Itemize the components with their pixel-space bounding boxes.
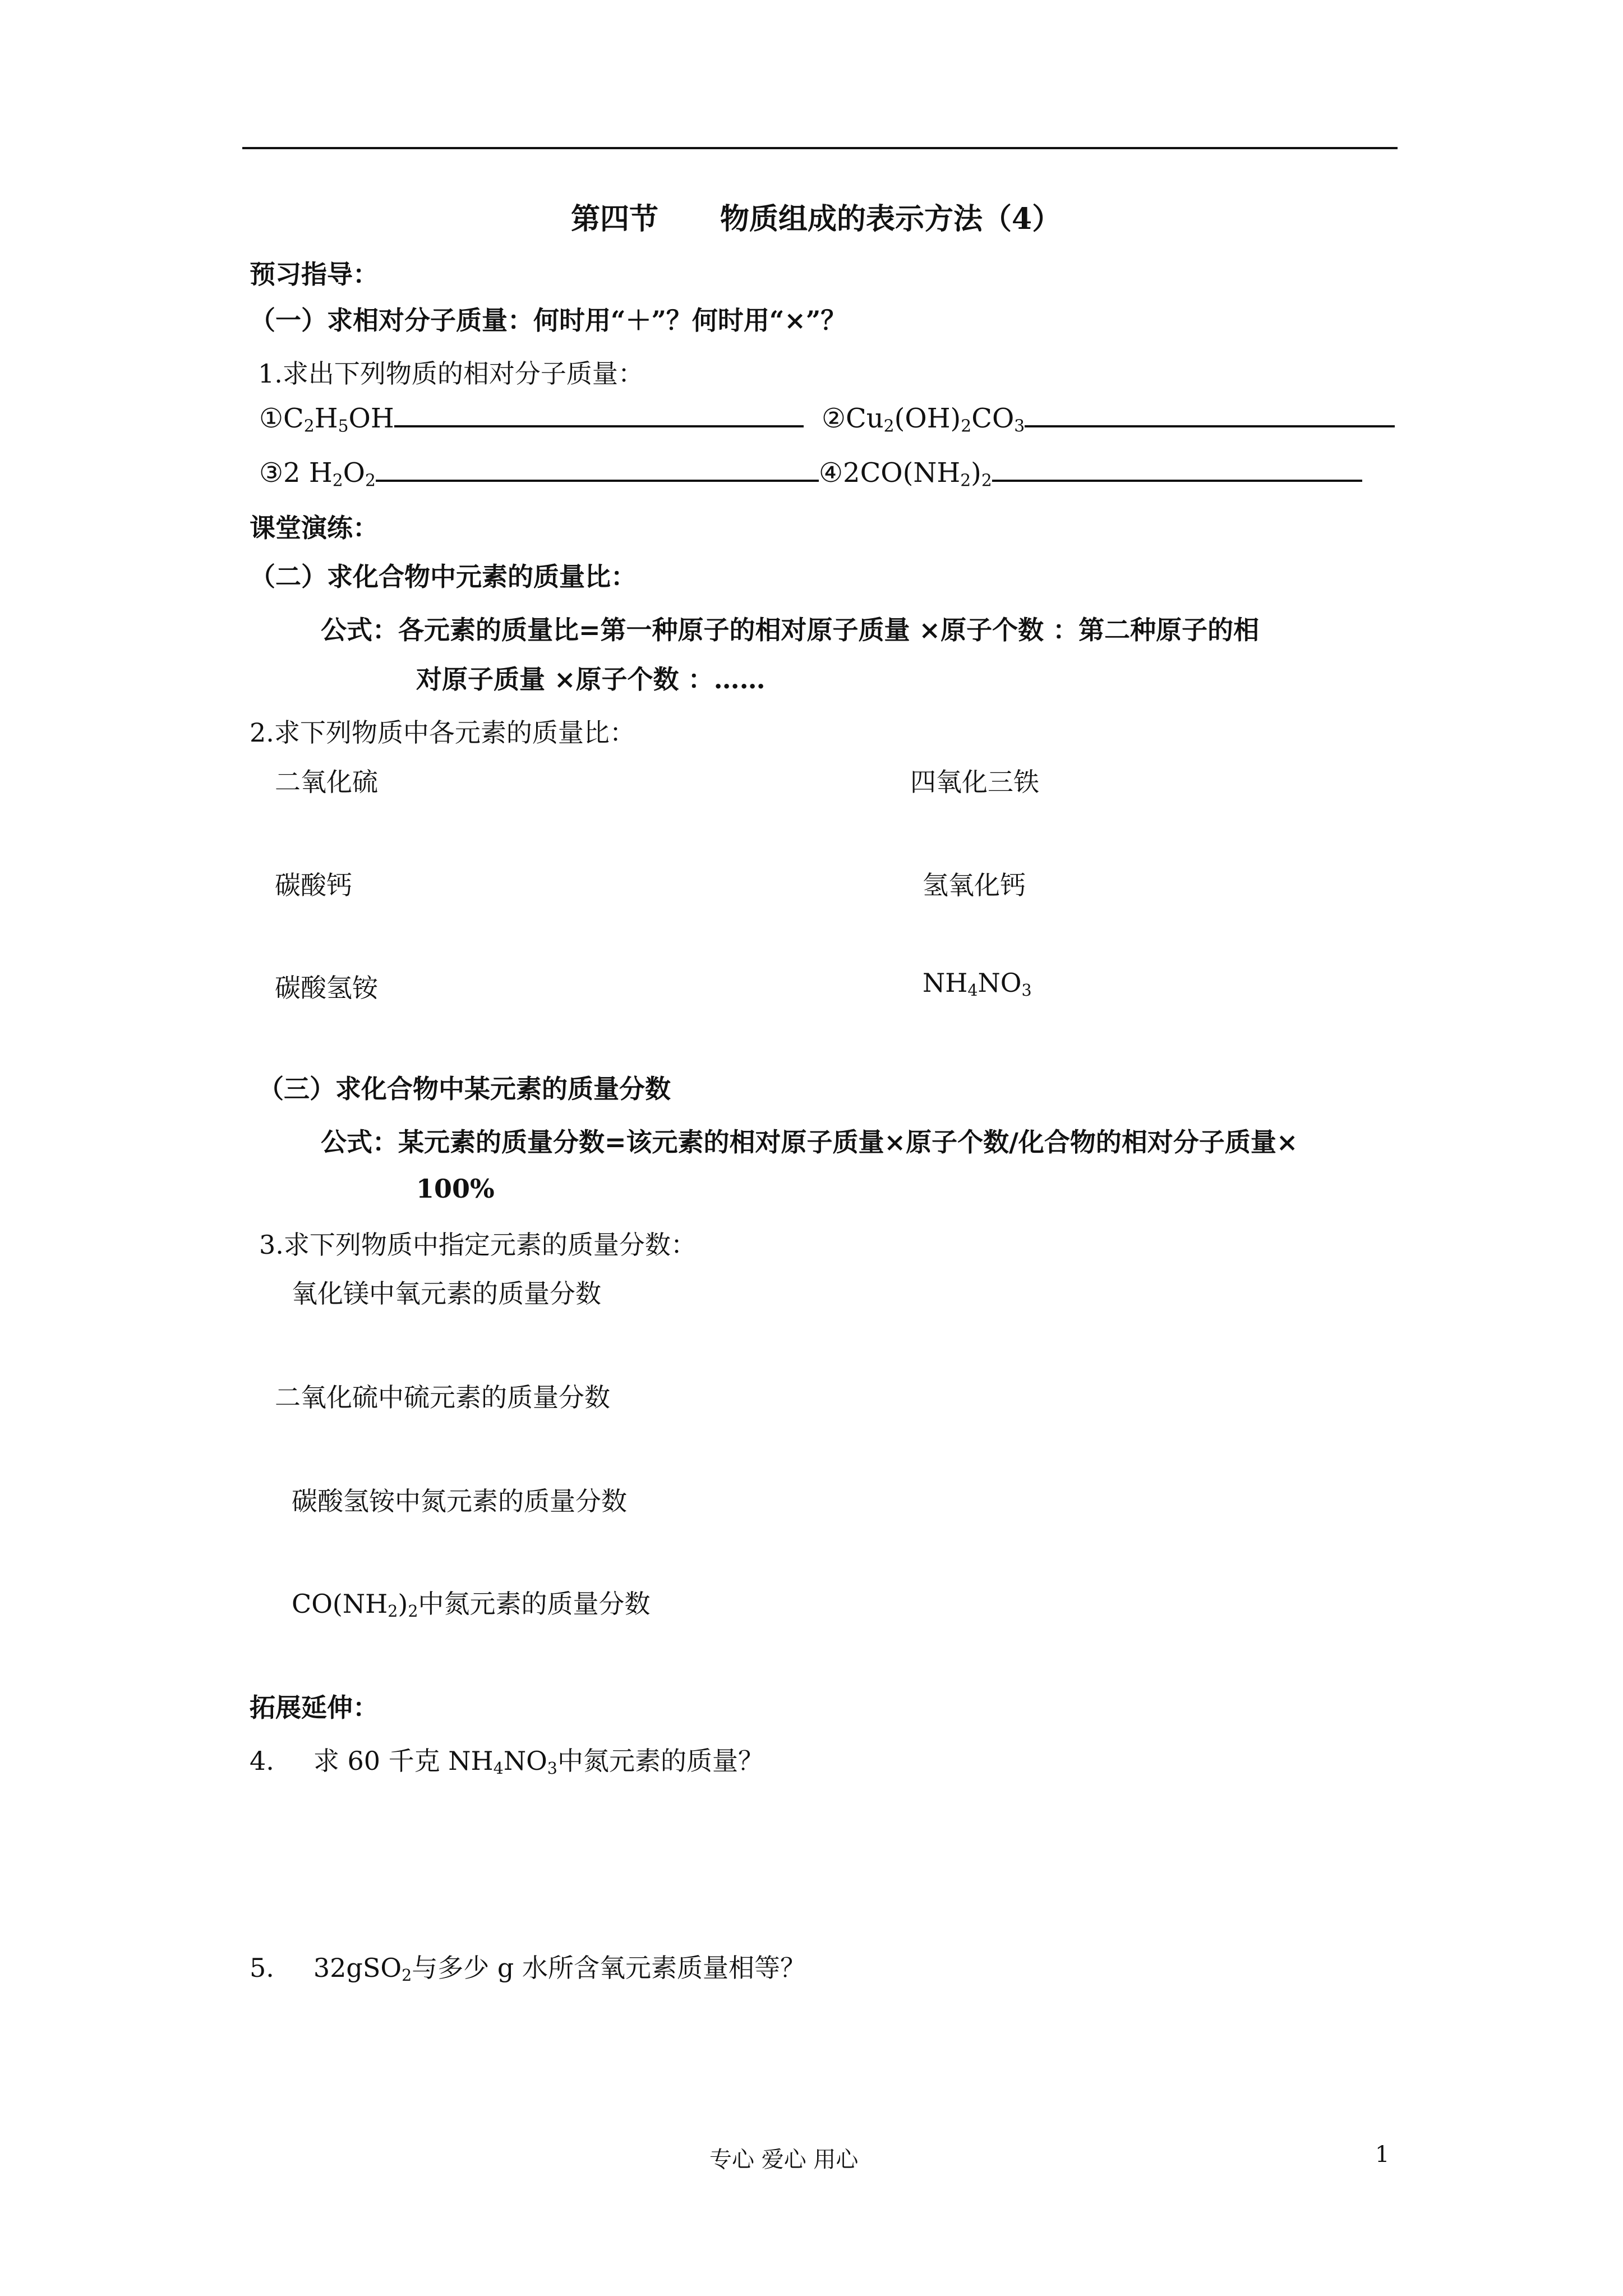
page-number: 1 — [1375, 2142, 1390, 2168]
section3-heading: （三）求化合物中某元素的质量分数 — [258, 1074, 671, 1104]
substance-nh4no3: $NH_4NO_3$ — [923, 968, 1032, 1000]
q1-prompt: 1.求出下列物质的相对分子质量： — [258, 358, 644, 389]
question-4: 4. 求 60 千克 $NH_4NO_3$中氮元素的质量？ — [250, 1746, 764, 1778]
substance-so2: 二氧化硫 — [275, 767, 378, 797]
preview-heading: 预习指导： — [250, 259, 379, 289]
section3-formula-line2: 100% — [416, 1174, 495, 1204]
formula-item-1: $①C_2H_5OH$ — [259, 403, 804, 434]
class-heading: 课堂演练： — [250, 513, 379, 543]
extension-heading: 拓展延伸： — [250, 1692, 379, 1723]
section2-formula-line1: 公式：各元素的质量比=第一种原子的相对原子质量 ×原子个数 ：第二种原子的相 — [321, 615, 1260, 645]
formula-item-2: $②Cu_2(OH)_2CO_3$ — [822, 403, 1395, 434]
answer-blank[interactable] — [992, 477, 1362, 482]
formula-item-4: $④2CO(NH_2)_2$ — [819, 457, 1362, 489]
footer-motto: 专心 爱心 用心 — [709, 2147, 859, 2173]
q3-item-nh4hco3: 碳酸氢铵中氮元素的质量分数 — [292, 1486, 627, 1516]
substance-fe3o4: 四氧化三铁 — [910, 767, 1039, 797]
question-5: 5. 32gSO$_2$与多少 g 水所含氧元素质量相等？ — [250, 1953, 806, 1985]
section2-heading: （二）求化合物中元素的质量比： — [250, 562, 637, 592]
answer-blank[interactable] — [394, 423, 804, 427]
section2-formula-line2: 对原子质量 ×原子个数 ：…… — [416, 664, 766, 694]
substance-nh4hco3: 碳酸氢铵 — [275, 973, 378, 1003]
section3-formula-line1: 公式：某元素的质量分数=该元素的相对原子质量×原子个数/化合物的相对分子质量× — [321, 1127, 1298, 1157]
q3-prompt: 3.求下列物质中指定元素的质量分数： — [259, 1230, 697, 1260]
substance-caoh2: 氢氧化钙 — [923, 870, 1026, 900]
answer-blank[interactable] — [1025, 423, 1395, 427]
q3-item-so2: 二氧化硫中硫元素的质量分数 — [275, 1382, 610, 1412]
answer-blank[interactable] — [376, 477, 819, 482]
header-rule — [242, 147, 1398, 149]
q3-item-urea: $CO(NH_2)_2$中氮元素的质量分数 — [292, 1589, 651, 1621]
q2-prompt: 2.求下列物质中各元素的质量比： — [250, 717, 635, 748]
section1-heading: （一）求相对分子质量：何时用“＋”？何时用“×”？ — [250, 305, 847, 335]
page-title: 第四节 物质组成的表示方法（4） — [571, 202, 1062, 236]
substance-caco3: 碳酸钙 — [275, 870, 352, 900]
q3-item-mgo: 氧化镁中氧元素的质量分数 — [292, 1278, 601, 1309]
formula-item-3: ③2 $H_2O_2$ — [259, 457, 819, 489]
